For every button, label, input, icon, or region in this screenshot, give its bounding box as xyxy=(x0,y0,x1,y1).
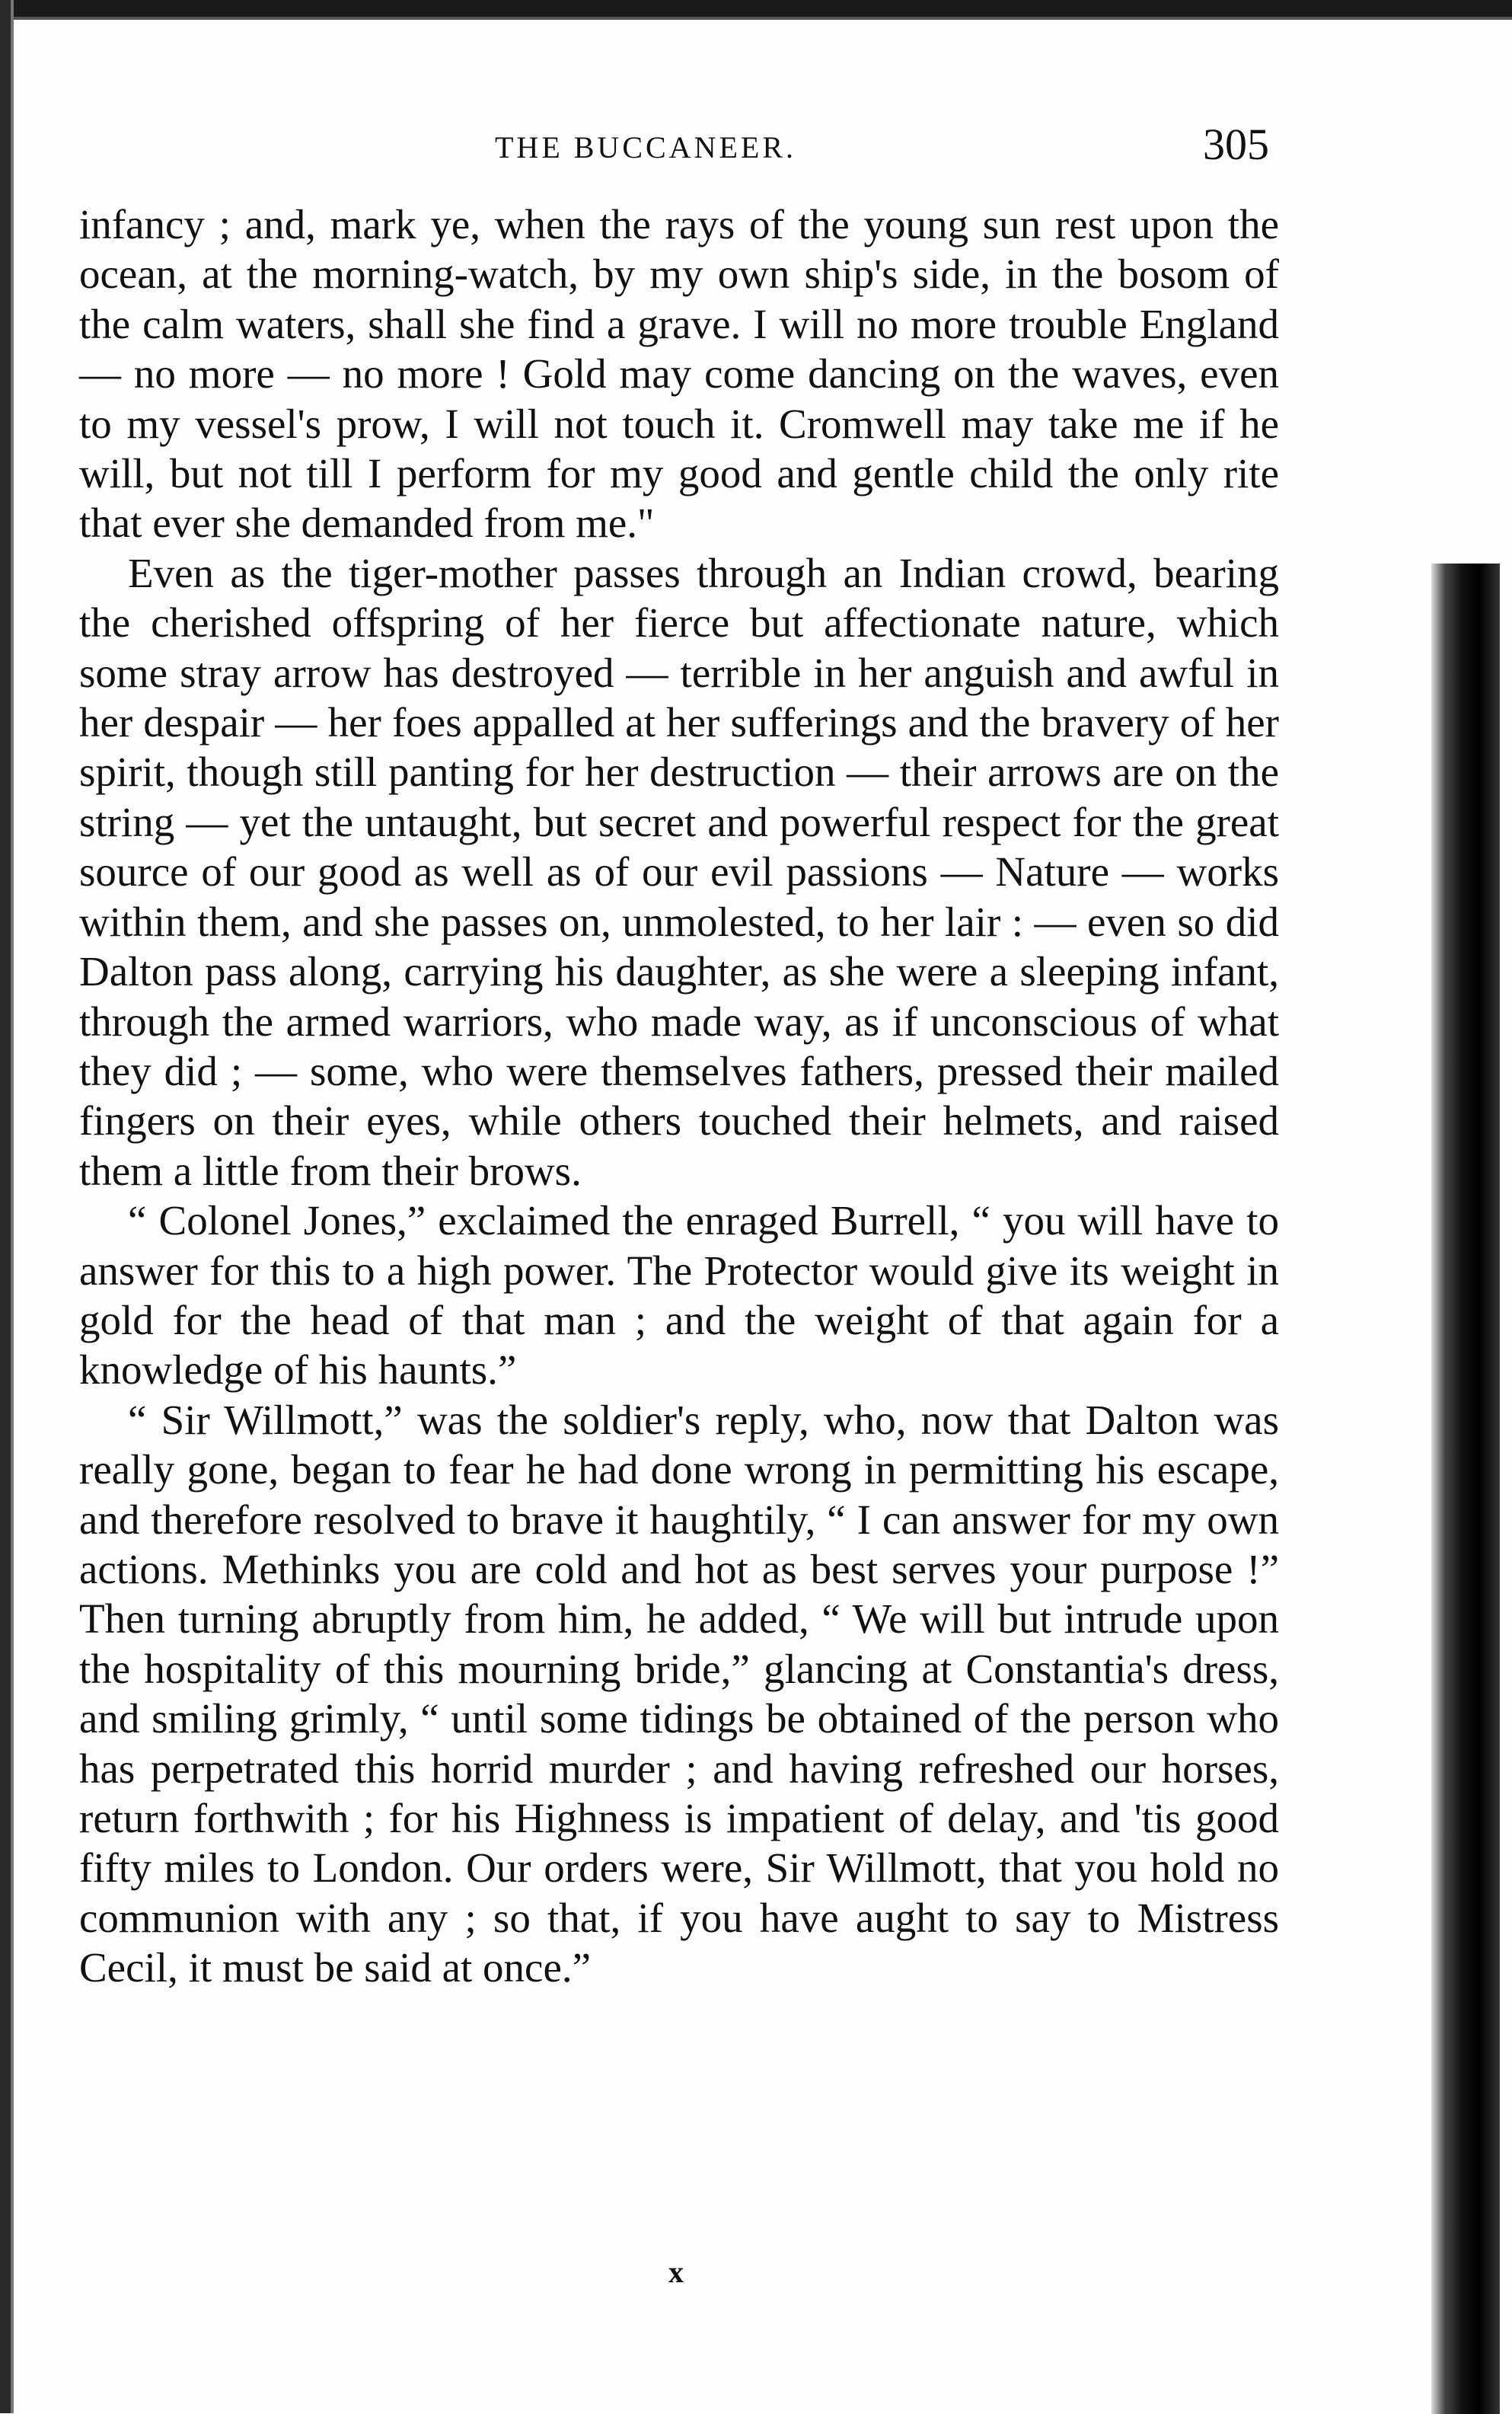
paragraph-4: “ Sir Willmott,” was the soldier's reply, who, now that Dalton was really gone, began to fear he had done wrong in permitting his escape, and therefore resolved to brave it haughtily, “ I can answer for my own actions. Methinks you are cold and hot as best serves your purpose !” Then turning abruptly from him, he added, “ We will but intrude upon the hospitality of this mourning bride,” glancing at Constantia's dress, and smiling grimly, “ until some tidings be obtained of the person who has perpetrated this horrid murder ; and having refreshed our horses, return forthwith ; for his Highness is impatient of delay, and 'tis good fifty miles to London. Our orders were, Sir Willmott, that you hold no communion with any ; so that, if you have aught to say to Mistress Cecil, it must be said at once.” xyxy=(79,1396,1279,1991)
page-number: 305 xyxy=(1203,120,1269,169)
body-text xyxy=(79,200,1279,1993)
signature-mark: x xyxy=(668,2255,684,2289)
paragraph-3: “ Colonel Jones,” exclaimed the enraged Burrell, “ you will have to answer for this to a high power. The Protector would give its weight in gold for the head of that man ; and the weight of that again for a knowledge of his haunts.” xyxy=(79,1197,1279,1394)
top-border-rule xyxy=(0,0,1512,17)
paragraph-2: Even as the tiger-mother passes through an Indian crowd, bearing the cherished offspring of her fierce but affectionate nature, which some stray arrow has destroyed — terrible in her anguish and awful in her despair — her foes appalled at her sufferings and the bravery of her spirit, though still panting for her destruction — their arrows are on the string — yet the untaught, but secret and powerful respect for the great source of our good as well as of our evil passions — Nature — works within them, and she passes on, unmolested, to her lair : — even so did Dalton pass along, carrying his daughter, as she were a sleeping infant, through the armed warriors, who made way, as if unconscious of what they did ; — some, who were themselves fathers, pressed their mailed fingers on their eyes, while others touched their helmets, and raised them a little from their brows. xyxy=(79,549,1279,1194)
running-head xyxy=(0,114,1512,175)
top-border-rule-thin xyxy=(0,17,1512,20)
left-border-rule xyxy=(0,0,11,2413)
running-head-title: THE BUCCANEER. xyxy=(495,130,796,164)
left-border-rule-thin xyxy=(11,0,14,2413)
paragraph-1: infancy ; and, mark ye, when the rays of the young sun rest upon the ocean, at the morning-watch, by my own ship's side, in the bosom of the calm waters, shall she find a grave. I will no more trouble England — no more — no more ! Gold may come dancing on the waves, even to my vessel's prow, I will not touch it. Cromwell may take me if he will, but not till I perform for my good and gentle child the only rite that ever she demanded from me." xyxy=(79,201,1279,547)
page-edge-shadow xyxy=(1431,564,1500,2414)
